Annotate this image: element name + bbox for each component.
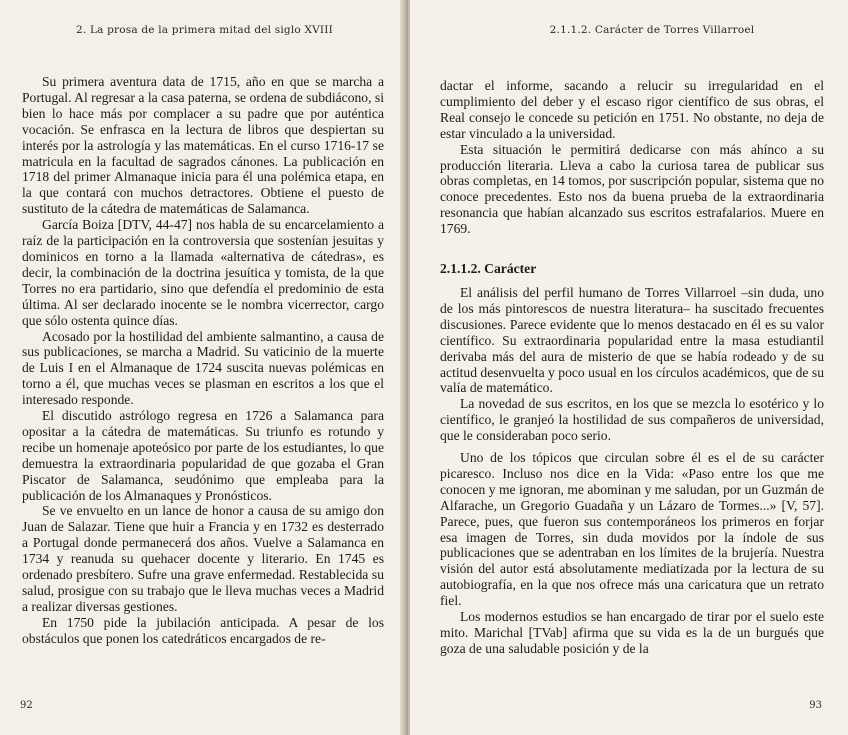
paragraph: Acosado por la hostilidad del ambiente salmantino, a causa de sus publicaciones, se marcha a Madrid. Su vaticinio de la muerte de Luis I en el Almanaque de 1724 suscita nuevas polémicas en torno a él, que muchas veces se plasman en escritos a los que el interesado responde. <box>22 328 384 408</box>
right-running-head: 2.1.1.2. Carácter de Torres Villarroel <box>549 24 755 36</box>
paragraph: García Boiza [DTV, 44-47] nos habla de su encarcelamiento a raíz de la participación en la controversia que sostenían jesuitas y dominicos en torno a la llamada «alternativa de cátedras», es decir, la combinación de la doctrina jesuítica y tomista, de la que Torres no era partidario, sino que defendía el predominio de esta última. Al ser declarado inocente se le nombra vicerrector, cargo que sólo ostenta quince días. <box>22 217 384 328</box>
section-heading: 2.1.1.2. Carácter <box>440 261 537 277</box>
paragraph: El discutido astrólogo regresa en 1726 a Salamanca para opositar a la cátedra de matemáticas. Su triunfo es rotundo y recibe un homenaje apoteósico por parte de los estudiantes, lo que demuestra la extraordinaria popularidad de que gozaba el Gran Piscator de Salamanca, seudónimo que empleaba para la publicación de los Almanaques y Pronósticos. <box>22 408 384 503</box>
paragraph: Esta situación le permitirá dedicarse con más ahínco a su producción literaria. Lleva a cabo la curiosa tarea de publicar sus obras completas, en 14 tomos, por suscripción popular, sistema que no conoce precedentes. Esto nos da buena prueba de la extraordinaria resonancia que habían alcanzado sus escritos estrafalarios. Muere en 1769. <box>440 141 824 237</box>
right-page-number: 93 <box>809 700 822 711</box>
paragraph: Su primera aventura data de 1715, año en que se marcha a Portugal. Al regresar a la casa paterna, se ordena de subdiácono, si bien lo hace más por complacer a su padre que por auténtica vocación. Se enfrasca en la lectura de libros que despiertan su interés por la astrología y las matemáticas. En el curso 1716-17 se matricula en la facultad de sagrados cánones. La publicación en 1718 del primer Almanaque inicia para él una polémica etapa, en la que contará con muchos detractores. Obtiene el puesto de sustituto de la cátedra de matemáticas de Salamanca. <box>22 74 384 217</box>
paragraph: dactar el informe, sacando a relucir su irregularidad en el cumplimiento del deber y el escaso rigor científico de sus obras, el Real consejo le concede su petición en 1751. No obstante, no deja de estar vinculado a la universidad. <box>440 78 824 141</box>
right-body-text <box>440 78 824 657</box>
right-page <box>410 0 848 735</box>
paragraph: Se ve envuelto en un lance de honor a causa de su amigo don Juan de Salazar. Tiene que huir a Francia y en 1732 es desterrado a Portugal donde permanecerá dos años. Vuelve a Salamanca en 1734 y reanuda su quehacer docente y literario. En 1745 es ordenado presbítero. Sufre una grave enfermedad. Restablecida su salud, prosigue con su trabajo que le lleva muchas veces a Madrid a realizar diversas gestiones. <box>22 503 384 614</box>
left-page-number: 92 <box>20 700 33 711</box>
left-body-text <box>22 74 384 647</box>
paragraph: La novedad de sus escritos, en los que se mezcla lo esotérico y lo científico, le granjeó la hostilidad de sus compañeros de universidad, que le consideraban poco serio. <box>440 396 824 444</box>
left-running-head: 2. La prosa de la primera mitad del siglo XVIII <box>76 24 333 36</box>
paragraph: El análisis del perfil humano de Torres Villarroel –sin duda, uno de los más pintorescos de nuestra literatura– ha suscitado frecuentes discusiones. Parece evidente que lo menos destacado en él es su valor científico. Su extraordinaria popularidad entre la masa estudiantil derivaba más del aura de misterio de que se había rodeado y de su actitud desenvuelta y poco usual en los círculos académicos, que de su valía de matemático. <box>440 284 824 396</box>
paragraph: Uno de los tópicos que circulan sobre él es el de su carácter picaresco. Incluso nos dice en la Vida: «Paso entre los que me conocen y me ignoran, me abominan y me saludan, por un Guzmán de Alfarache, un Gregorio Guadaña y un Lázaro de Tormes...» [V, 57]. Parece, pues, que fueron sus contemporáneos los primeros en forjar esa imagen de Torres, sin duda movidos por la índole de sus publicaciones que se adentraban en los límites de la brujería. Nuestra visión del autor está absolutamente mediatizada por la lectura de su autobiografía, en la que nos ofrece más una caricatura que un retrato fiel. <box>440 450 824 609</box>
left-page <box>0 0 404 735</box>
paragraph: Los modernos estudios se han encargado de tirar por el suelo este mito. Marichal [TVab] afirma que su vida es la de un burgués que goza de una saludable posición y de la <box>440 609 824 656</box>
paragraph: En 1750 pide la jubilación anticipada. A pesar de los obstáculos que ponen los catedráticos encargados de re- <box>22 614 384 646</box>
